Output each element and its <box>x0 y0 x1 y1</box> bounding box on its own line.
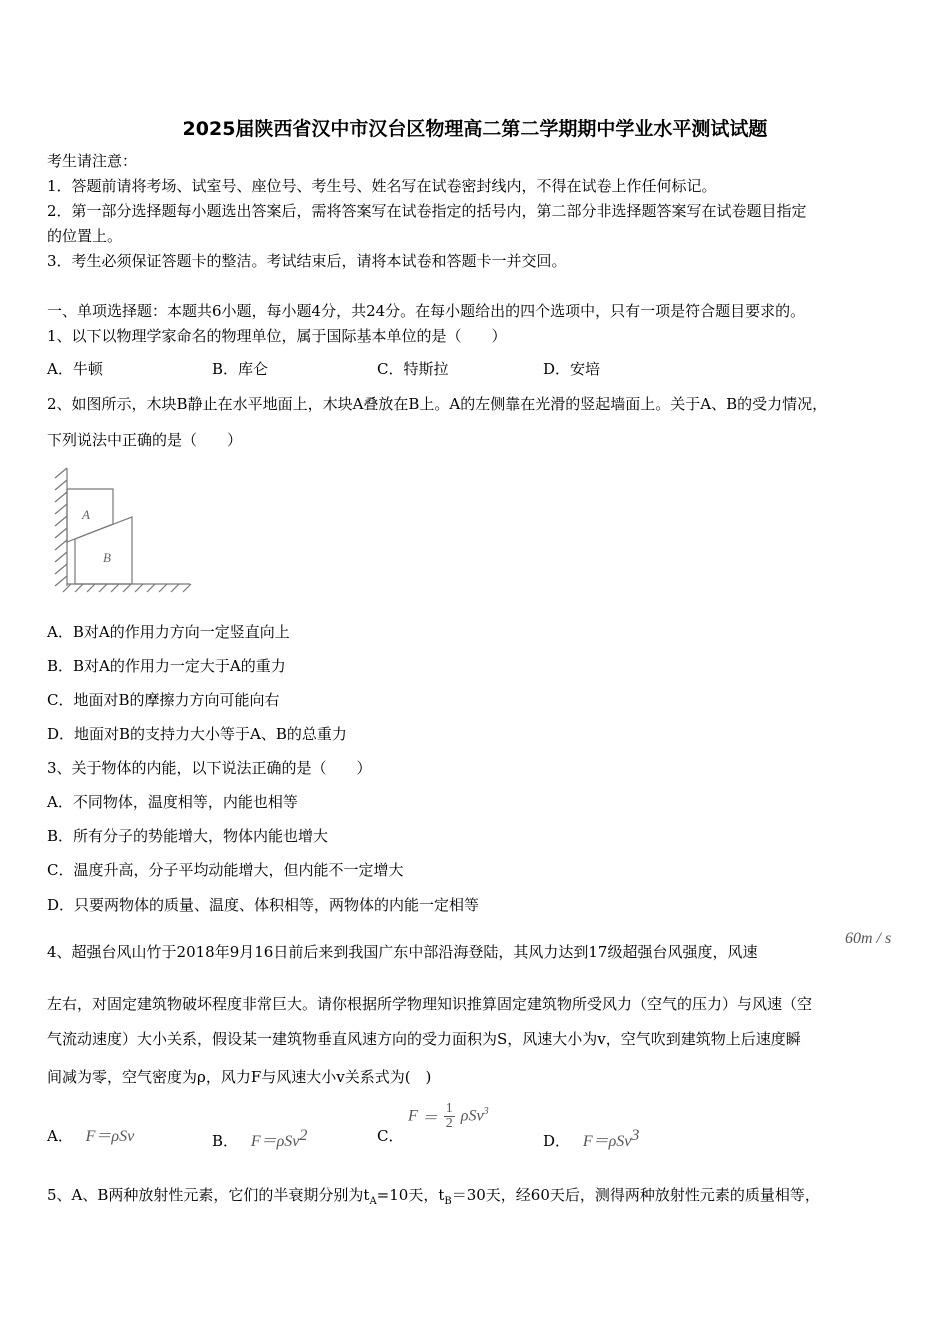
q4-option-a-label: A． <box>47 1127 73 1145</box>
q1-option-c: C．特斯拉 <box>377 360 449 378</box>
q4-option-c <box>377 1125 403 1147</box>
q5-sub-a: A <box>369 1196 377 1207</box>
q4-stem-line4: 间减为零，空气密度为ρ，风力F与风速大小v关系式为( ) <box>47 1068 432 1086</box>
notice-heading: 考生请注意： <box>47 152 138 170</box>
q4-formula-b-exp: 2 <box>299 1127 308 1144</box>
section-heading: 一、单项选择题：本题共6小题，每小题4分，共24分。在每小题给出的四个选项中，只有一项是符合题目要求的。 <box>47 302 806 320</box>
q1-option-d: D．安培 <box>543 360 601 378</box>
q4-formula-c-num: 1 <box>445 1101 453 1116</box>
notice-item-3: 3．考生必须保证答题卡的整洁。考试结束后，请将本试卷和答题卡一并交回。 <box>47 252 567 270</box>
notice-item-2-cont: 的位置上。 <box>47 227 123 245</box>
q4-formula-c-den: 2 <box>445 1116 453 1131</box>
q2-option-c: C．地面对B的摩擦力方向可能向右 <box>47 691 280 709</box>
q1-option-b: B．库仑 <box>212 360 269 378</box>
q5-stem-b: =10天，t <box>376 1186 445 1204</box>
q5-sub-b: B <box>444 1196 452 1207</box>
q1-option-a: A．牛顿 <box>47 360 103 378</box>
q4-stem-line1: 4、超强台风山竹于2018年9月16日前后来到我国广东中部沿海登陆，其风力达到17级超强台风强度，风速 <box>47 943 758 961</box>
q2-stem-line2: 下列说法中正确的是（ ） <box>47 431 243 449</box>
figure-label-a: A <box>82 507 90 522</box>
q3-option-a: A．不同物体，温度相等，内能也相等 <box>47 793 298 811</box>
q4-formula-c-exp: 3 <box>483 1105 489 1117</box>
q3-stem: 3、关于物体的内能，以下说法正确的是（ ） <box>47 759 372 777</box>
q4-formula-c <box>408 1102 489 1131</box>
q3-option-d: D．只要两物体的质量、温度、体积相等，两物体的内能一定相等 <box>47 896 480 914</box>
q5-stem-a: 5、A、B两种放射性元素，它们的半衰期分别为t <box>47 1186 370 1204</box>
q5-stem <box>47 1184 820 1213</box>
q4-formula-c-lhs: F <box>408 1107 418 1125</box>
q4-option-b <box>212 1125 307 1153</box>
notice-item-2: 2．第一部分选择题每小题选出答案后，需将答案写在试卷指定的括号内，第二部分非选择题答案写在试卷题目指定 <box>47 202 807 220</box>
q4-formula-c-frac <box>444 1102 455 1131</box>
q4-formula-a: F＝ρSv <box>85 1128 135 1145</box>
q4-formula-d-exp: 3 <box>631 1127 640 1144</box>
q3-option-c: C．温度升高，分子平均动能增大，但内能不一定增大 <box>47 861 404 879</box>
q4-formula-c-rhs: ρSv <box>460 1107 484 1125</box>
q4-formula-d: F＝ρSv <box>582 1133 632 1150</box>
page-title: 2025届陕西省汉中市汉台区物理高二第二学期期中学业水平测试试题 <box>182 118 768 140</box>
q4-option-d <box>543 1125 639 1153</box>
q2-option-d: D．地面对B的支持力大小等于A、B的总重力 <box>47 725 347 743</box>
figure-label-b: B <box>103 550 111 565</box>
q2-figure <box>47 463 197 593</box>
q5-stem-c: ＝30天，经60天后，测得两种放射性元素的质量相等， <box>451 1186 820 1204</box>
q2-option-a: A．B对A的作用力方向一定竖直向上 <box>47 623 290 641</box>
q4-stem-line2: 左右，对固定建筑物破坏程度非常巨大。请你根据所学物理知识推算固定建筑物所受风力（空气的压力）与风速（空 <box>47 995 813 1013</box>
q4-formula-b: F＝ρSv <box>250 1133 300 1150</box>
notice-item-1: 1．答题前请将考场、试室号、座位号、考生号、姓名写在试卷密封线内，不得在试卷上作任何标记。 <box>47 177 717 195</box>
q2-stem-line1: 2、如图所示，木块B静止在水平地面上，木块A叠放在B上。A的左侧靠在光滑的竖起墙面上。关于A、B的受力情况， <box>47 395 828 413</box>
q4-wind-speed: 60m / s <box>845 930 892 947</box>
q4-option-c-label: C． <box>377 1127 404 1145</box>
q4-option-a <box>47 1125 134 1148</box>
q1-stem: 1、以下以物理学家命名的物理单位，属于国际基本单位的是（ ） <box>47 327 507 345</box>
q2-option-b: B．B对A的作用力一定大于A的重力 <box>47 657 286 675</box>
q4-stem-line3: 气流动速度）大小关系，假设某一建筑物垂直风速方向的受力面积为S，风速大小为v，空气吹到建筑物上后速度瞬 <box>47 1030 801 1048</box>
q4-option-b-label: B． <box>212 1132 239 1150</box>
q4-formula-c-eq: ＝ <box>421 1110 438 1127</box>
q4-option-d-label: D． <box>543 1132 571 1150</box>
q3-option-b: B．所有分子的势能增大，物体内能也增大 <box>47 827 329 845</box>
